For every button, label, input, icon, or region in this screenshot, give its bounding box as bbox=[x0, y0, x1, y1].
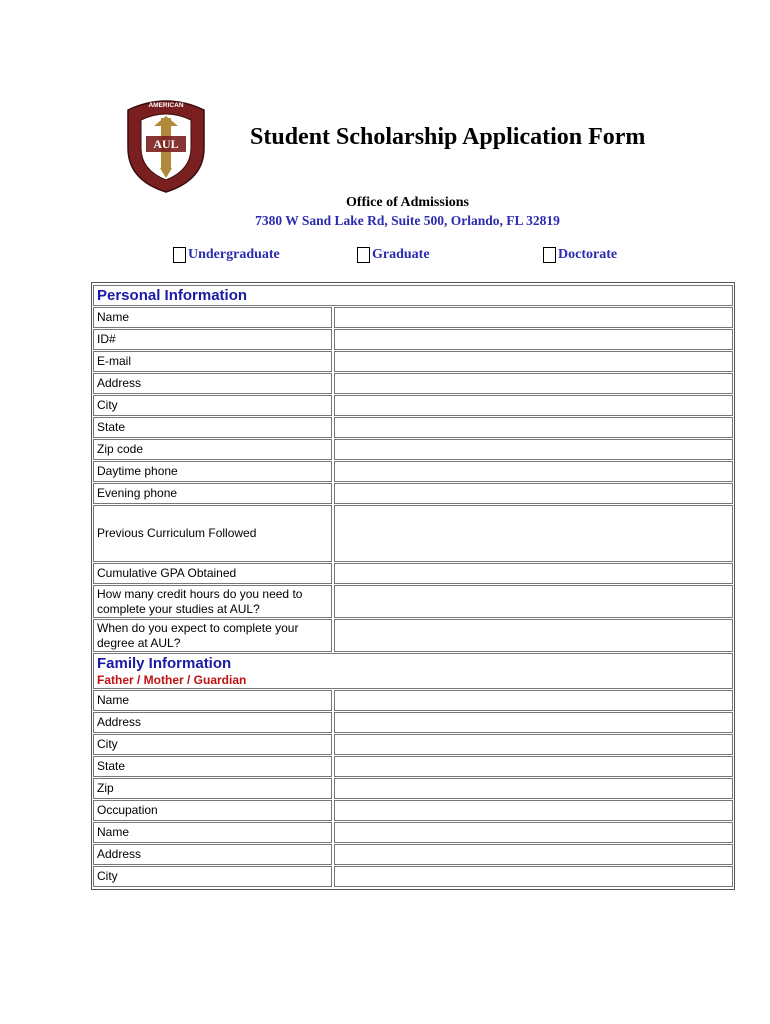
program-graduate[interactable] bbox=[357, 246, 430, 264]
form-row bbox=[93, 712, 733, 733]
field-label: Zip bbox=[93, 778, 332, 799]
field-label: State bbox=[93, 756, 332, 777]
family-address-2-input[interactable] bbox=[334, 844, 733, 865]
completion-date-input[interactable] bbox=[334, 619, 733, 652]
checkbox-graduate[interactable] bbox=[357, 247, 370, 263]
office-name: Office of Admissions bbox=[346, 195, 469, 210]
program-label: Doctorate bbox=[558, 247, 618, 262]
personal-information-heading: Personal Information bbox=[97, 287, 248, 304]
family-city-input[interactable] bbox=[334, 734, 733, 755]
field-label: Previous Curriculum Followed bbox=[93, 505, 332, 562]
page-title: Student Scholarship Application Form bbox=[250, 124, 646, 150]
logo-monogram: AUL bbox=[153, 137, 179, 151]
field-label: Zip code bbox=[93, 439, 332, 460]
state-input[interactable] bbox=[334, 417, 733, 438]
form-row bbox=[93, 563, 733, 584]
application-form-table bbox=[91, 282, 735, 890]
form-row bbox=[93, 351, 733, 372]
form-row bbox=[93, 483, 733, 504]
university-logo bbox=[124, 96, 208, 194]
form-row bbox=[93, 417, 733, 438]
form-row bbox=[93, 395, 733, 416]
program-label: Undergraduate bbox=[188, 247, 280, 262]
field-label: Address bbox=[93, 712, 332, 733]
family-zip-input[interactable] bbox=[334, 778, 733, 799]
form-row bbox=[93, 329, 733, 350]
program-doctorate[interactable] bbox=[543, 246, 617, 264]
field-label: Name bbox=[93, 690, 332, 711]
zip-code-input[interactable] bbox=[334, 439, 733, 460]
form-row bbox=[93, 734, 733, 755]
family-occupation-input[interactable] bbox=[334, 800, 733, 821]
field-label: City bbox=[93, 866, 332, 887]
city-input[interactable] bbox=[334, 395, 733, 416]
form-row bbox=[93, 778, 733, 799]
section-header-row bbox=[93, 653, 733, 689]
field-label: How many credit hours do you need to complete your studies at AUL? bbox=[93, 585, 332, 618]
checkbox-undergraduate[interactable] bbox=[173, 247, 186, 263]
field-label: Daytime phone bbox=[93, 461, 332, 482]
field-label: Occupation bbox=[93, 800, 332, 821]
field-label: Name bbox=[93, 307, 332, 328]
form-row bbox=[93, 866, 733, 887]
field-label: Address bbox=[93, 373, 332, 394]
field-label: City bbox=[93, 395, 332, 416]
family-city-2-input[interactable] bbox=[334, 866, 733, 887]
name-input[interactable] bbox=[334, 307, 733, 328]
form-row bbox=[93, 756, 733, 777]
evening-phone-input[interactable] bbox=[334, 483, 733, 504]
field-label: E-mail bbox=[93, 351, 332, 372]
field-label: City bbox=[93, 734, 332, 755]
form-row bbox=[93, 307, 733, 328]
gpa-input[interactable] bbox=[334, 563, 733, 584]
office-address: 7380 W Sand Lake Rd, Suite 500, Orlando, FL 32819 bbox=[255, 213, 560, 228]
id-input[interactable] bbox=[334, 329, 733, 350]
family-subheading: Father / Mother / Guardian bbox=[97, 673, 247, 687]
family-address-input[interactable] bbox=[334, 712, 733, 733]
form-row bbox=[93, 439, 733, 460]
program-undergraduate[interactable] bbox=[173, 246, 280, 264]
checkbox-doctorate[interactable] bbox=[543, 247, 556, 263]
daytime-phone-input[interactable] bbox=[334, 461, 733, 482]
form-row bbox=[93, 505, 733, 562]
previous-curriculum-input[interactable] bbox=[334, 505, 733, 562]
logo-text-top: AMERICAN bbox=[148, 102, 184, 109]
field-label: Evening phone bbox=[93, 483, 332, 504]
credit-hours-input[interactable] bbox=[334, 585, 733, 618]
form-row bbox=[93, 585, 733, 618]
field-label: Address bbox=[93, 844, 332, 865]
family-information-heading: Family Information bbox=[97, 655, 232, 672]
field-label: State bbox=[93, 417, 332, 438]
family-name-input[interactable] bbox=[334, 690, 733, 711]
form-row bbox=[93, 800, 733, 821]
family-state-input[interactable] bbox=[334, 756, 733, 777]
form-row bbox=[93, 844, 733, 865]
address-input[interactable] bbox=[334, 373, 733, 394]
form-row bbox=[93, 373, 733, 394]
section-header-row bbox=[93, 285, 733, 306]
field-label: ID# bbox=[93, 329, 332, 350]
field-label: When do you expect to complete your degree at AUL? bbox=[93, 619, 332, 652]
form-row bbox=[93, 690, 733, 711]
email-input[interactable] bbox=[334, 351, 733, 372]
program-label: Graduate bbox=[372, 247, 430, 262]
form-row bbox=[93, 619, 733, 652]
field-label: Name bbox=[93, 822, 332, 843]
form-row bbox=[93, 461, 733, 482]
field-label: Cumulative GPA Obtained bbox=[93, 563, 332, 584]
form-row bbox=[93, 822, 733, 843]
family-name-2-input[interactable] bbox=[334, 822, 733, 843]
